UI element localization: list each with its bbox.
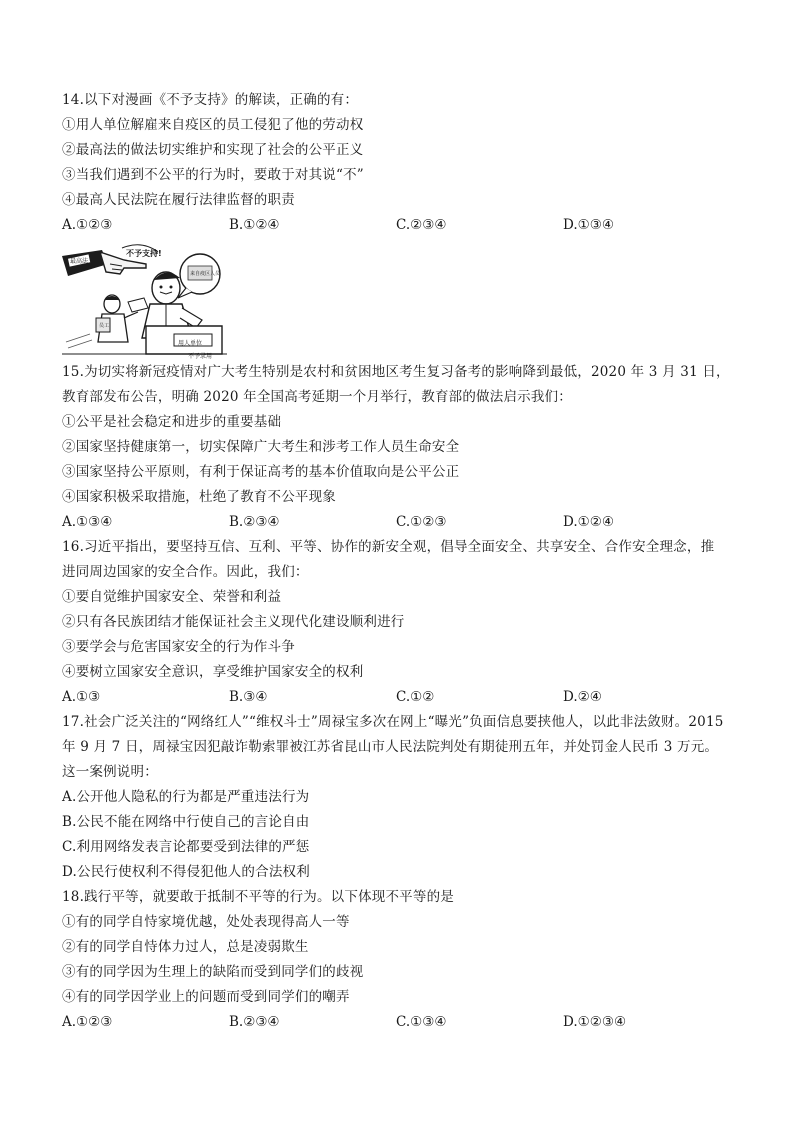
question-16-option-a[interactable]: A.①③	[62, 689, 101, 705]
question-18-option-c[interactable]: C.①③④	[396, 1014, 447, 1030]
question-15-option-a[interactable]: A.①③④	[62, 514, 113, 530]
question-17-stem-line-1: 17.社会广泛关注的“网络红人”“维权斗士”周禄宝多次在网上“曝光”负面信息要挟他人，以此非法敛财。2015	[62, 714, 724, 730]
exam-page	[62, 88, 732, 1035]
question-18	[62, 885, 732, 1035]
question-14-option-a[interactable]: A.①②③	[62, 217, 113, 233]
question-18-item-3: ③有的同学因为生理上的缺陷而受到同学们的歧视	[62, 964, 364, 980]
question-16-option-c[interactable]: C.①②	[396, 689, 435, 705]
question-17-choice-c[interactable]: C.利用网络发表言论都要受到法律的严惩	[62, 839, 310, 855]
question-15-item-3: ③国家坚持公平原则，有利于保证高考的基本价值取向是公平公正	[62, 464, 460, 480]
question-14-options	[62, 213, 732, 238]
question-18-item-4: ④有的同学因学业上的问题而受到同学们的嘲弄	[62, 989, 350, 1005]
question-14-option-b[interactable]: B.①②④	[229, 217, 280, 233]
question-16-stem-line-1: 16.习近平指出，要坚持互信、互利、平等、协作的新安全观，倡导全面安全、共享安全、合作安全理念，推	[62, 539, 715, 555]
question-16-item-2: ②只有各民族团结才能保证社会主义现代化建设顺利进行	[62, 614, 405, 630]
cartoon-sign-label: 不予支持!	[126, 249, 162, 258]
question-18-item-2: ②有的同学自恃体力过人，总是凌弱欺生	[62, 939, 309, 955]
question-16	[62, 535, 732, 710]
question-18-option-b[interactable]: B.②③④	[229, 1014, 280, 1030]
question-18-option-d[interactable]: D.①②③④	[563, 1014, 627, 1030]
question-16-option-b[interactable]: B.③④	[229, 689, 268, 705]
question-15-option-c[interactable]: C.①②③	[396, 514, 447, 530]
question-14-option-c[interactable]: C.②③④	[396, 217, 447, 233]
question-14-item-4: ④最高人民法院在履行法律监督的职责	[62, 192, 295, 208]
question-14-item-1: ①用人单位解雇来自疫区的员工侵犯了他的劳动权	[62, 117, 364, 133]
question-15-stem-line-1: 15.为切实将新冠疫情对广大考生特别是农村和贫困地区考生复习备考的影响降到最低，2020 年 3 月 31 日，	[62, 364, 730, 380]
question-14	[62, 88, 732, 360]
question-17-choice-b[interactable]: B.公民不能在网络中行使自己的言论自由	[62, 814, 310, 830]
cartoon-bubble-label: 来自疫区人员	[190, 271, 221, 277]
question-18-stem: 18.践行平等，就要敢于抵制不平等的行为。以下体现不平等的是	[62, 889, 454, 905]
question-14-item-3: ③当我们遇到不公平的行为时，要敢于对其说“不”	[62, 167, 364, 183]
question-16-item-4: ④要树立国家安全意识，享受维护国家安全的权利	[62, 664, 364, 680]
question-15	[62, 360, 732, 535]
question-15-item-2: ②国家坚持健康第一，切实保障广大考生和涉考工作人员生命安全	[62, 439, 460, 455]
question-18-options	[62, 1010, 732, 1035]
question-17-stem-line-3: 这一案例说明：	[62, 764, 158, 780]
question-17-choice-a[interactable]: A.公开他人隐私的行为都是严重违法行为	[62, 789, 310, 805]
question-15-option-d[interactable]: D.①②④	[563, 514, 614, 530]
question-14-stem: 14.以下对漫画《不予支持》的解读，正确的有：	[62, 92, 359, 108]
question-14-item-2: ②最高法的做法切实维护和实现了社会的公平正义	[62, 142, 364, 158]
question-15-options	[62, 510, 732, 535]
question-17	[62, 710, 732, 885]
cartoon-not-supported	[62, 242, 732, 360]
question-15-stem-line-2: 教育部发布公告，明确 2020 年全国高考延期一个月举行，教育部的做法启示我们：	[62, 389, 572, 405]
cartoon-desk-label: 用人单位	[178, 340, 203, 347]
question-15-item-1: ①公平是社会稳定和进步的重要基础	[62, 414, 282, 430]
cartoon-bottom-label: 不予录用	[188, 353, 213, 360]
question-16-option-d[interactable]: D.②④	[563, 689, 602, 705]
question-16-options	[62, 685, 732, 710]
cartoon-figure-label: 员工	[99, 323, 110, 329]
question-17-choice-d[interactable]: D.公民行使权利不得侵犯他人的合法权利	[62, 864, 310, 880]
question-18-option-a[interactable]: A.①②③	[62, 1014, 113, 1030]
question-15-option-b[interactable]: B.②③④	[229, 514, 280, 530]
question-14-option-d[interactable]: D.①③④	[563, 217, 614, 233]
question-17-stem-line-2: 年 9 月 7 日，周禄宝因犯敲诈勒索罪被江苏省昆山市人民法院判处有期徒刑五年，并处罚金人民币 3 万元。	[62, 739, 719, 755]
question-16-item-3: ③要学会与危害国家安全的行为作斗争	[62, 639, 295, 655]
question-16-item-1: ①要自觉维护国家安全、荣誉和利益	[62, 589, 282, 605]
question-16-stem-line-2: 进同周边国家的安全合作。因此，我们：	[62, 564, 309, 580]
question-18-item-1: ①有的同学自恃家境优越，处处表现得高人一等	[62, 914, 350, 930]
cartoon-hand-label: 最高法	[70, 258, 89, 265]
question-15-item-4: ④国家积极采取措施，杜绝了教育不公平现象	[62, 489, 336, 505]
